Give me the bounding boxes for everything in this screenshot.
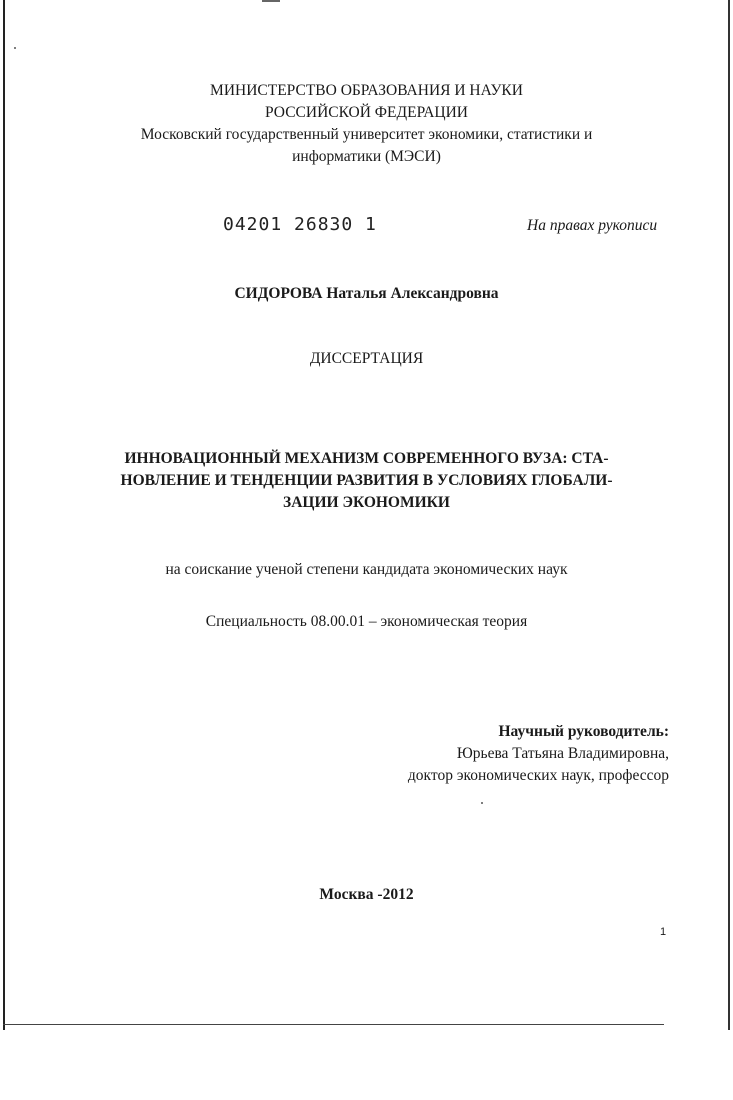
degree-statement: на соискание ученой степени кандидата экономических наук: [165, 561, 568, 578]
university-line-2: информатики (МЭСИ): [292, 148, 441, 165]
city-year: Москва -2012: [319, 886, 414, 903]
advisor-title: доктор экономических наук, профессор: [407, 767, 669, 784]
author-name: СИДОРОВА Наталья Александровна: [234, 285, 499, 302]
advisor-label: Научный руководитель:: [498, 723, 669, 740]
ministry-line-2: РОССИЙСКОЙ ФЕДЕРАЦИИ: [265, 104, 468, 121]
page-number: 1: [660, 926, 667, 938]
university-line-1: Московский государственный университет экономики, статистики и: [140, 126, 593, 143]
scan-speck: [481, 802, 483, 804]
specialty-line: Специальность 08.00.01 – экономическая теория: [205, 613, 528, 630]
scan-mark-top: [262, 0, 280, 2]
scan-speck: [14, 47, 16, 49]
dissertation-title-line-2: НОВЛЕНИЕ И ТЕНДЕНЦИИ РАЗВИТИЯ В УСЛОВИЯХ ГЛОБАЛИ-: [120, 472, 613, 489]
dissertation-title-line-3: ЗАЦИИ ЭКОНОМИКИ: [283, 494, 450, 511]
scan-edge-bottom: [3, 1024, 664, 1025]
dissertation-title-line-1: ИННОВАЦИОННЫЙ МЕХАНИЗМ СОВРЕМЕННОГО ВУЗА: СТА-: [124, 450, 609, 467]
advisor-name: Юрьева Татьяна Владимировна,: [456, 745, 669, 762]
document-type: ДИССЕРТАЦИЯ: [309, 350, 424, 367]
archive-stamp-code: 04201 26830 1: [223, 214, 377, 235]
manuscript-rights-note: На правах рукописи: [527, 217, 658, 234]
ministry-line-1: МИНИСТЕРСТВО ОБРАЗОВАНИЯ И НАУКИ: [210, 82, 523, 99]
